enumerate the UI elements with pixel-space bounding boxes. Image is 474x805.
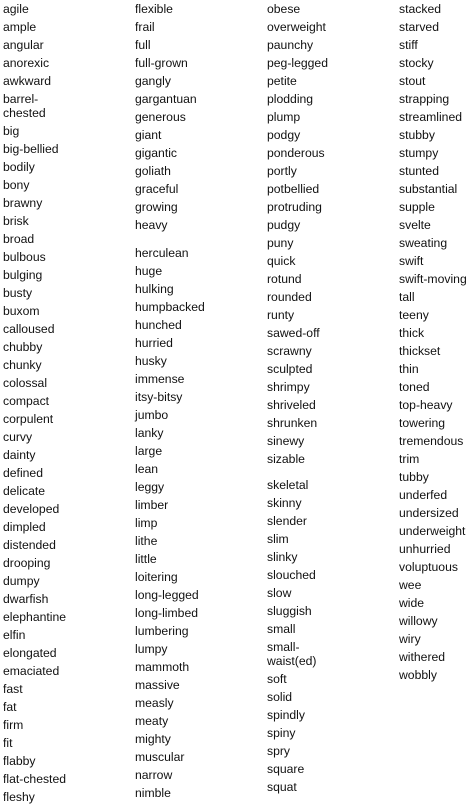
- word-item: agile: [3, 2, 29, 16]
- word-item: stacked: [399, 2, 442, 16]
- word-item: spindly: [267, 708, 305, 722]
- word-item: narrow: [135, 768, 173, 782]
- word-item: shriveled: [267, 398, 316, 412]
- word-item: withered: [399, 650, 446, 664]
- word-item: stout: [399, 74, 426, 88]
- word-item: rounded: [267, 290, 312, 304]
- word-item: skinny: [267, 496, 302, 510]
- word-item: elephantine: [3, 610, 67, 624]
- word-item: emaciated: [3, 664, 60, 678]
- word-item: slinky: [267, 550, 298, 564]
- word-item: shrunken: [267, 416, 318, 430]
- word-item: busty: [3, 286, 33, 300]
- word-item: distended: [3, 538, 56, 552]
- word-item: herculean: [135, 246, 189, 260]
- word-item: ponderous: [267, 146, 325, 160]
- word-item: flexible: [135, 2, 173, 16]
- word-item: huge: [135, 264, 163, 278]
- word-item: undersized: [399, 506, 459, 520]
- word-item: bulbous: [3, 250, 46, 264]
- word-item: paunchy: [267, 38, 314, 52]
- word-item: gigantic: [135, 146, 178, 160]
- word-item: anorexic: [3, 56, 50, 70]
- word-item: swift-moving: [399, 272, 467, 286]
- word-item: bony: [3, 178, 30, 192]
- word-item: firm: [3, 718, 24, 732]
- word-item: slim: [267, 532, 289, 546]
- word-item: little: [135, 552, 157, 566]
- word-item: sinewy: [267, 434, 305, 448]
- word-item: tubby: [399, 470, 429, 484]
- word-item: developed: [3, 502, 60, 516]
- word-item: defined: [3, 466, 43, 480]
- word-item: goliath: [135, 164, 171, 178]
- word-item: supple: [399, 200, 435, 214]
- word-item: small-waist(ed): [267, 640, 317, 668]
- word-item: heavy: [135, 218, 168, 232]
- word-item: plump: [267, 110, 301, 124]
- word-item: long-legged: [135, 588, 199, 602]
- word-item: full: [135, 38, 151, 52]
- word-item: towering: [399, 416, 446, 430]
- word-item: dainty: [3, 448, 36, 462]
- word-item: broad: [3, 232, 35, 246]
- word-item: colossal: [3, 376, 48, 390]
- word-item: humpbacked: [135, 300, 205, 314]
- word-item: meaty: [135, 714, 169, 728]
- word-item: trim: [399, 452, 420, 466]
- word-item: growing: [135, 200, 178, 214]
- word-item: overweight: [267, 20, 326, 34]
- word-item: angular: [3, 38, 44, 52]
- word-item: tall: [399, 290, 415, 304]
- word-item: frail: [135, 20, 155, 34]
- word-item: slow: [267, 586, 292, 600]
- word-item: willowy: [399, 614, 438, 628]
- word-item: puny: [267, 236, 294, 250]
- word-item: squat: [267, 780, 297, 794]
- word-item: bulging: [3, 268, 43, 282]
- word-item: thick: [399, 326, 425, 340]
- word-item: hunched: [135, 318, 182, 332]
- word-item: fleshy: [3, 790, 35, 804]
- word-item: brisk: [3, 214, 29, 228]
- word-item: jumbo: [135, 408, 169, 422]
- word-item: mighty: [135, 732, 171, 746]
- word-item: wide: [399, 596, 425, 610]
- word-item: teeny: [399, 308, 429, 322]
- word-item: itsy-bitsy: [135, 390, 183, 404]
- word-item: stubby: [399, 128, 435, 142]
- word-item: drooping: [3, 556, 51, 570]
- word-item: sweating: [399, 236, 448, 250]
- word-item: sawed-off: [267, 326, 320, 340]
- word-item: delicate: [3, 484, 46, 498]
- word-item: sizable: [267, 452, 305, 466]
- word-item: stiff: [399, 38, 418, 52]
- word-item: top-heavy: [399, 398, 453, 412]
- word-item: lanky: [135, 426, 164, 440]
- word-item: dwarfish: [3, 592, 49, 606]
- word-item: portly: [267, 164, 297, 178]
- word-item: limber: [135, 498, 169, 512]
- word-item: dumpy: [3, 574, 40, 588]
- word-item: lumpy: [135, 642, 168, 656]
- word-item: obese: [267, 2, 301, 16]
- word-item: hurried: [135, 336, 173, 350]
- word-item: lumbering: [135, 624, 189, 638]
- word-item: potbellied: [267, 182, 320, 196]
- word-item: big: [3, 124, 20, 138]
- word-item: buxom: [3, 304, 40, 318]
- word-item: fit: [3, 736, 13, 750]
- word-item: loitering: [135, 570, 178, 584]
- word-item: slouched: [267, 568, 316, 582]
- word-item: peg-legged: [267, 56, 328, 70]
- word-item: mammoth: [135, 660, 190, 674]
- word-item: underweight: [399, 524, 466, 538]
- word-item: protruding: [267, 200, 322, 214]
- word-item: sculpted: [267, 362, 313, 376]
- word-item: wobbly: [399, 668, 437, 682]
- word-item: plodding: [267, 92, 314, 106]
- word-item: graceful: [135, 182, 179, 196]
- word-item: ample: [3, 20, 37, 34]
- word-item: petite: [267, 74, 297, 88]
- word-item: unhurried: [399, 542, 451, 556]
- word-item: rotund: [267, 272, 302, 286]
- word-item: leggy: [135, 480, 165, 494]
- word-item: dimpled: [3, 520, 46, 534]
- word-item: streamlined: [399, 110, 462, 124]
- word-item: husky: [135, 354, 167, 368]
- word-item: small: [267, 622, 296, 636]
- word-item: large: [135, 444, 163, 458]
- word-item: generous: [135, 110, 186, 124]
- word-item: quick: [267, 254, 296, 268]
- word-item: fast: [3, 682, 23, 696]
- word-item: bodily: [3, 160, 35, 174]
- word-item: strapping: [399, 92, 450, 106]
- word-item: fat: [3, 700, 17, 714]
- word-item: giant: [135, 128, 162, 142]
- word-item: calloused: [3, 322, 55, 336]
- word-item: awkward: [3, 74, 52, 88]
- word-item: flat-chested: [3, 772, 67, 786]
- word-item: podgy: [267, 128, 301, 142]
- word-item: wee: [399, 578, 422, 592]
- word-item: massive: [135, 678, 180, 692]
- word-item: compact: [3, 394, 50, 408]
- word-item: nimble: [135, 786, 171, 800]
- word-item: stunted: [399, 164, 439, 178]
- word-item: barrel-chested: [3, 92, 46, 120]
- word-item: brawny: [3, 196, 43, 210]
- word-item: runty: [267, 308, 295, 322]
- word-item: chunky: [3, 358, 42, 372]
- word-item: measly: [135, 696, 174, 710]
- word-item: stumpy: [399, 146, 439, 160]
- word-item: substantial: [399, 182, 458, 196]
- word-item: gargantuan: [135, 92, 197, 106]
- word-item: lean: [135, 462, 159, 476]
- word-item: flabby: [3, 754, 36, 768]
- word-item: curvy: [3, 430, 33, 444]
- word-item: limp: [135, 516, 158, 530]
- word-item: big-bellied: [3, 142, 59, 156]
- word-item: spry: [267, 744, 291, 758]
- word-item: muscular: [135, 750, 185, 764]
- word-item: slender: [267, 514, 307, 528]
- word-item: lithe: [135, 534, 158, 548]
- word-item: gangly: [135, 74, 171, 88]
- word-item: scrawny: [267, 344, 312, 358]
- word-item: thin: [399, 362, 419, 376]
- word-item: swift: [399, 254, 424, 268]
- word-item: soft: [267, 672, 287, 686]
- word-item: immense: [135, 372, 185, 386]
- word-item: shrimpy: [267, 380, 310, 394]
- word-item: tremendous: [399, 434, 464, 448]
- word-item: pudgy: [267, 218, 301, 232]
- word-item: svelte: [399, 218, 431, 232]
- word-item: stocky: [399, 56, 434, 70]
- word-item: solid: [267, 690, 293, 704]
- word-item: thickset: [399, 344, 441, 358]
- word-item: sluggish: [267, 604, 312, 618]
- word-item: underfed: [399, 488, 448, 502]
- word-item: elongated: [3, 646, 57, 660]
- word-item: skeletal: [267, 478, 309, 492]
- word-item: hulking: [135, 282, 174, 296]
- word-item: voluptuous: [399, 560, 458, 574]
- word-item: toned: [399, 380, 430, 394]
- word-item: chubby: [3, 340, 43, 354]
- word-item: elfin: [3, 628, 26, 642]
- word-item: long-limbed: [135, 606, 199, 620]
- word-item: starved: [399, 20, 439, 34]
- word-item: full-grown: [135, 56, 188, 70]
- word-item: spiny: [267, 726, 296, 740]
- word-item: square: [267, 762, 305, 776]
- word-item: corpulent: [3, 412, 54, 426]
- word-item: wiry: [399, 632, 421, 646]
